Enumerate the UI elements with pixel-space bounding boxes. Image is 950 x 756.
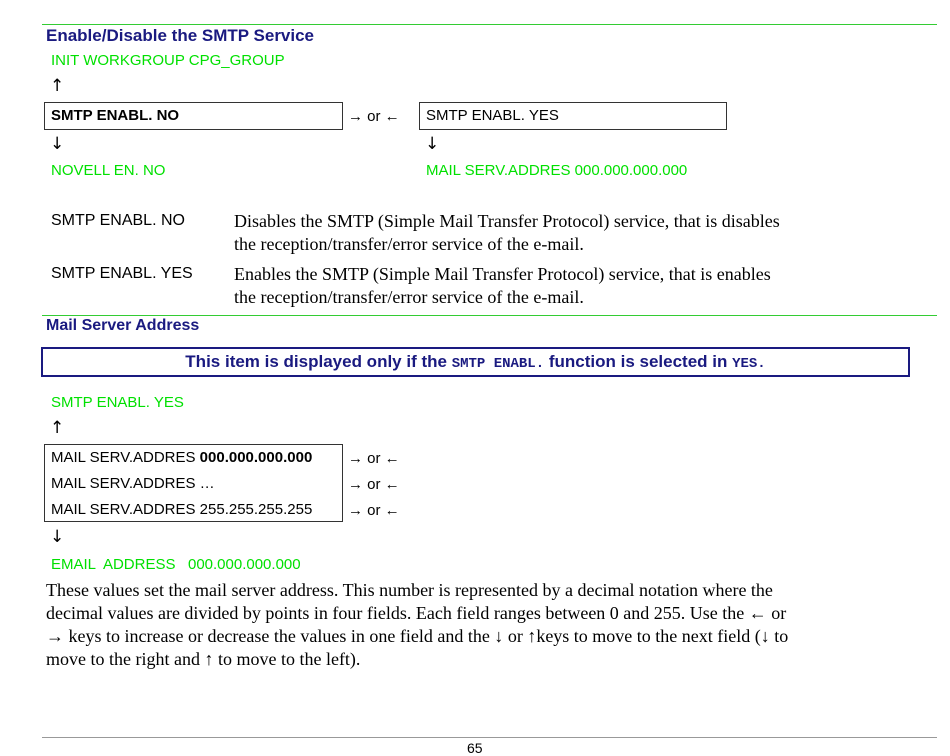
mail-serv-option[interactable]	[51, 471, 342, 497]
paragraph-line: → keys to increase or decrease the values in one field and the ↓ or ↑keys to move to the next field (↓ to	[46, 626, 789, 646]
up-arrow-icon: ↑	[50, 418, 65, 438]
def-description	[234, 263, 771, 309]
mail-serv-option[interactable]	[51, 445, 342, 471]
mail-serv-option[interactable]	[51, 497, 342, 523]
next-menu-item-left: NOVELL EN. NO	[51, 162, 166, 179]
section-title-smtp: Enable/Disable the SMTP Service	[46, 26, 315, 45]
paragraph-line: move to the right and ↑ to move to the left).	[46, 649, 361, 669]
mail-serv-option-prefix: MAIL SERV.ADDRES	[51, 449, 200, 466]
def-term: SMTP ENABL. YES	[51, 265, 193, 282]
or-arrows-label: → or ←	[348, 502, 400, 519]
mail-serv-option-value: 000.000.000.000	[199, 449, 313, 466]
mail-serv-option-value: 255.255.255.255	[199, 501, 313, 518]
prev-menu-item: INIT WORKGROUP CPG_GROUP	[51, 52, 285, 69]
smtp-enabl-yes-label: SMTP ENABL. YES	[426, 107, 559, 124]
next-menu-item: EMAIL ADDRESS 000.000.000.000	[51, 556, 301, 573]
mail-serv-option-prefix: MAIL SERV.ADDRES	[51, 501, 200, 518]
smtp-enabl-no-label: SMTP ENABL. NO	[51, 107, 180, 124]
def-description	[234, 210, 780, 256]
notice-text: function is selected in	[544, 352, 733, 371]
down-arrow-icon: ↓	[50, 527, 65, 547]
def-description-line: the reception/transfer/error service of the e-mail.	[234, 287, 584, 307]
paragraph-line: These values set the mail server address. This number is represented by a decimal notation where the	[46, 580, 773, 600]
top-rule	[42, 24, 937, 25]
mail-serv-option-prefix: MAIL SERV.ADDRES	[51, 475, 200, 492]
def-description-line: Enables the SMTP (Simple Mail Transfer Protocol) service, that is enables	[234, 264, 771, 284]
mail-serv-option-value: …	[199, 475, 215, 492]
notice-box	[41, 347, 910, 377]
paragraph-line: decimal values are divided by points in four fields. Each field ranges between 0 and 255. Use the ← or	[46, 603, 787, 623]
or-arrows-label: → or ←	[348, 450, 400, 467]
smtp-enabl-no-option[interactable]	[44, 102, 343, 130]
def-description-line: the reception/transfer/error service of the e-mail.	[234, 234, 584, 254]
def-description-line: Disables the SMTP (Simple Mail Transfer Protocol) service, that is disables	[234, 211, 780, 231]
notice-code: SMTP ENABL.	[451, 356, 545, 372]
def-term: SMTP ENABL. NO	[51, 212, 185, 229]
page-number: 65	[467, 740, 483, 756]
down-arrow-icon: ↓	[425, 134, 440, 154]
up-arrow-icon: ↑	[50, 76, 65, 96]
or-arrows-label: → or ←	[348, 476, 400, 493]
smtp-enabl-yes-option[interactable]	[419, 102, 727, 130]
next-menu-item-right: MAIL SERV.ADDRES 000.000.000.000	[426, 162, 688, 179]
footer-rule	[42, 737, 937, 738]
section-rule	[42, 315, 937, 316]
section-title-mail-server: Mail Server Address	[46, 317, 200, 334]
down-arrow-icon: ↓	[50, 134, 65, 154]
mail-server-options-box	[44, 444, 343, 522]
notice-code: YES.	[732, 356, 766, 372]
notice-text: This item is displayed only if the	[185, 352, 452, 371]
or-arrows-label: → or ←	[348, 108, 400, 125]
explanation-paragraph	[46, 579, 788, 671]
prev-menu-item: SMTP ENABL. YES	[51, 394, 184, 411]
